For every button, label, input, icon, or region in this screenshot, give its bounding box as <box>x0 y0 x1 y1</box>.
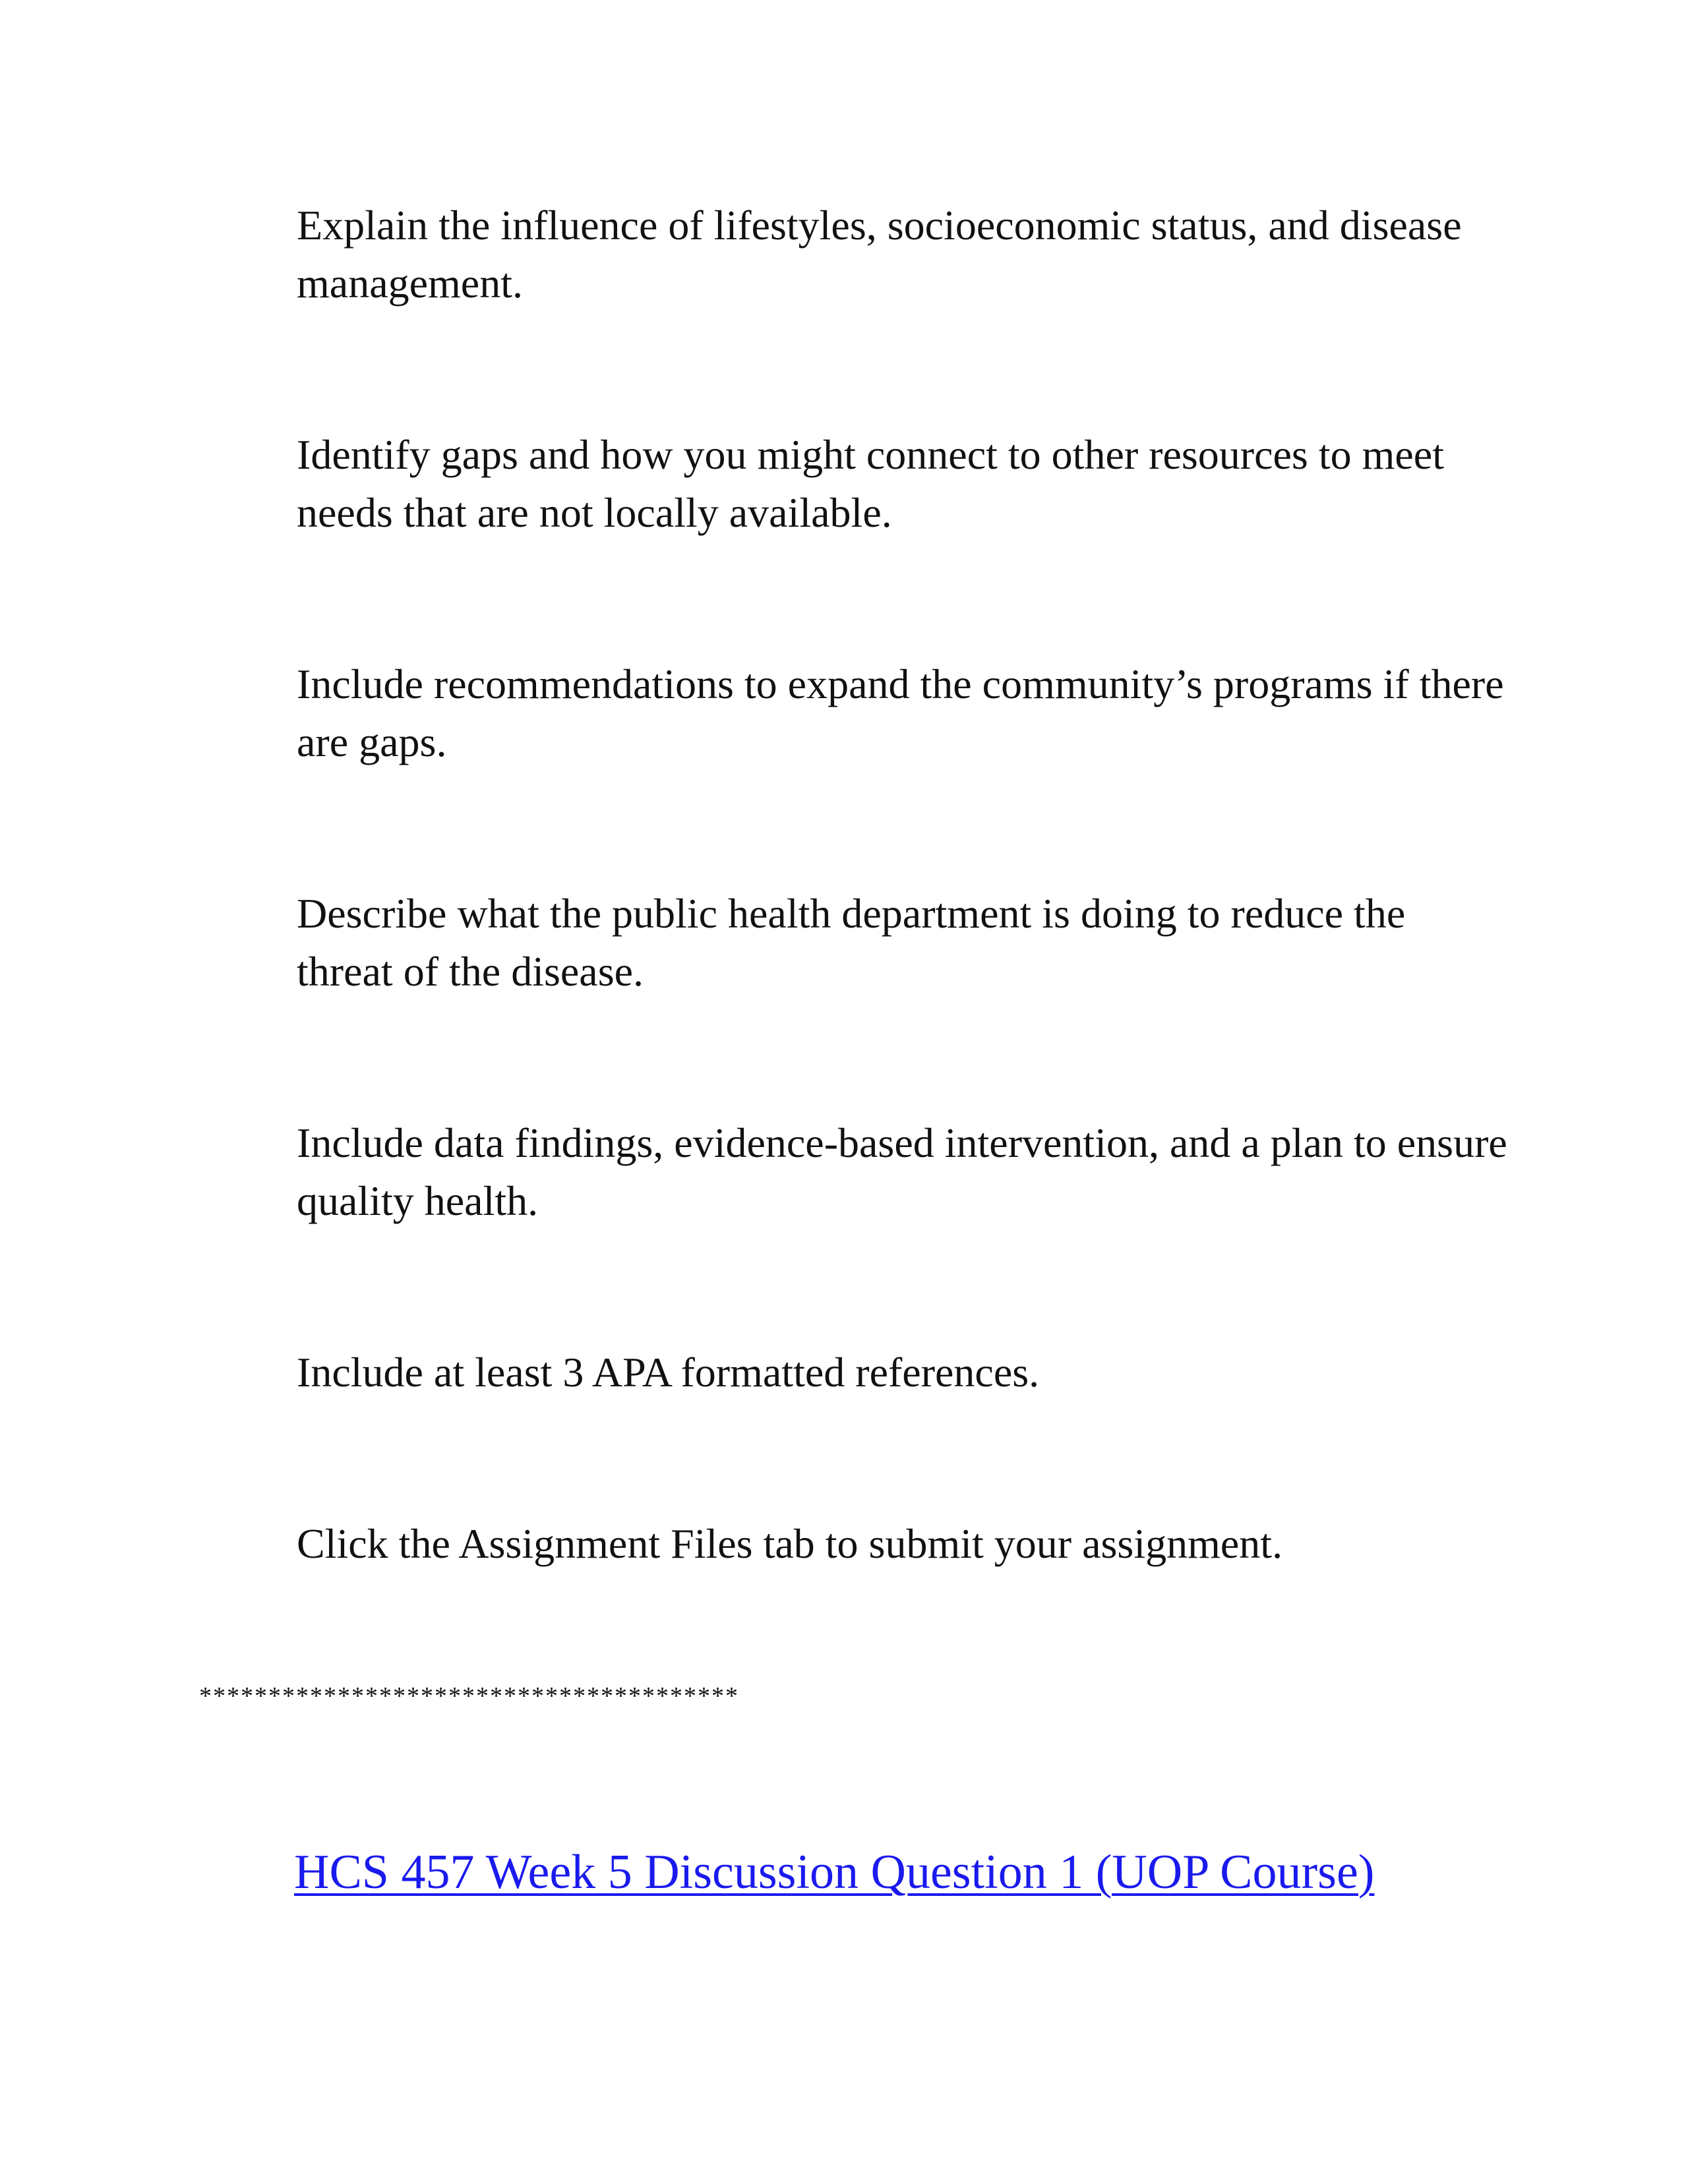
paragraph-references: Include at least 3 APA formatted references. <box>297 1349 1040 1396</box>
paragraph-public-health: Describe what the public health department is doing to reduce the threat of the disease. <box>297 890 1406 995</box>
paragraph-lifestyles: Explain the influence of lifestyles, socioeconomic status, and disease management. <box>297 202 1462 307</box>
asterisk-separator: *************************************** <box>199 1682 739 1710</box>
paragraph-gaps: Identify gaps and how you might connect to other resources to meet needs that are not locally available. <box>297 431 1444 536</box>
course-link[interactable]: HCS 457 Week 5 Discussion Question 1 (UOP Course) <box>294 1845 1375 1899</box>
paragraph-data-findings: Include data findings, evidence-based intervention, and a plan to ensure quality health. <box>297 1119 1507 1224</box>
paragraph-submit-instructions: Click the Assignment Files tab to submit your assignment. <box>297 1520 1283 1567</box>
paragraph-recommendations: Include recommendations to expand the community’s programs if there are gaps. <box>297 661 1504 765</box>
